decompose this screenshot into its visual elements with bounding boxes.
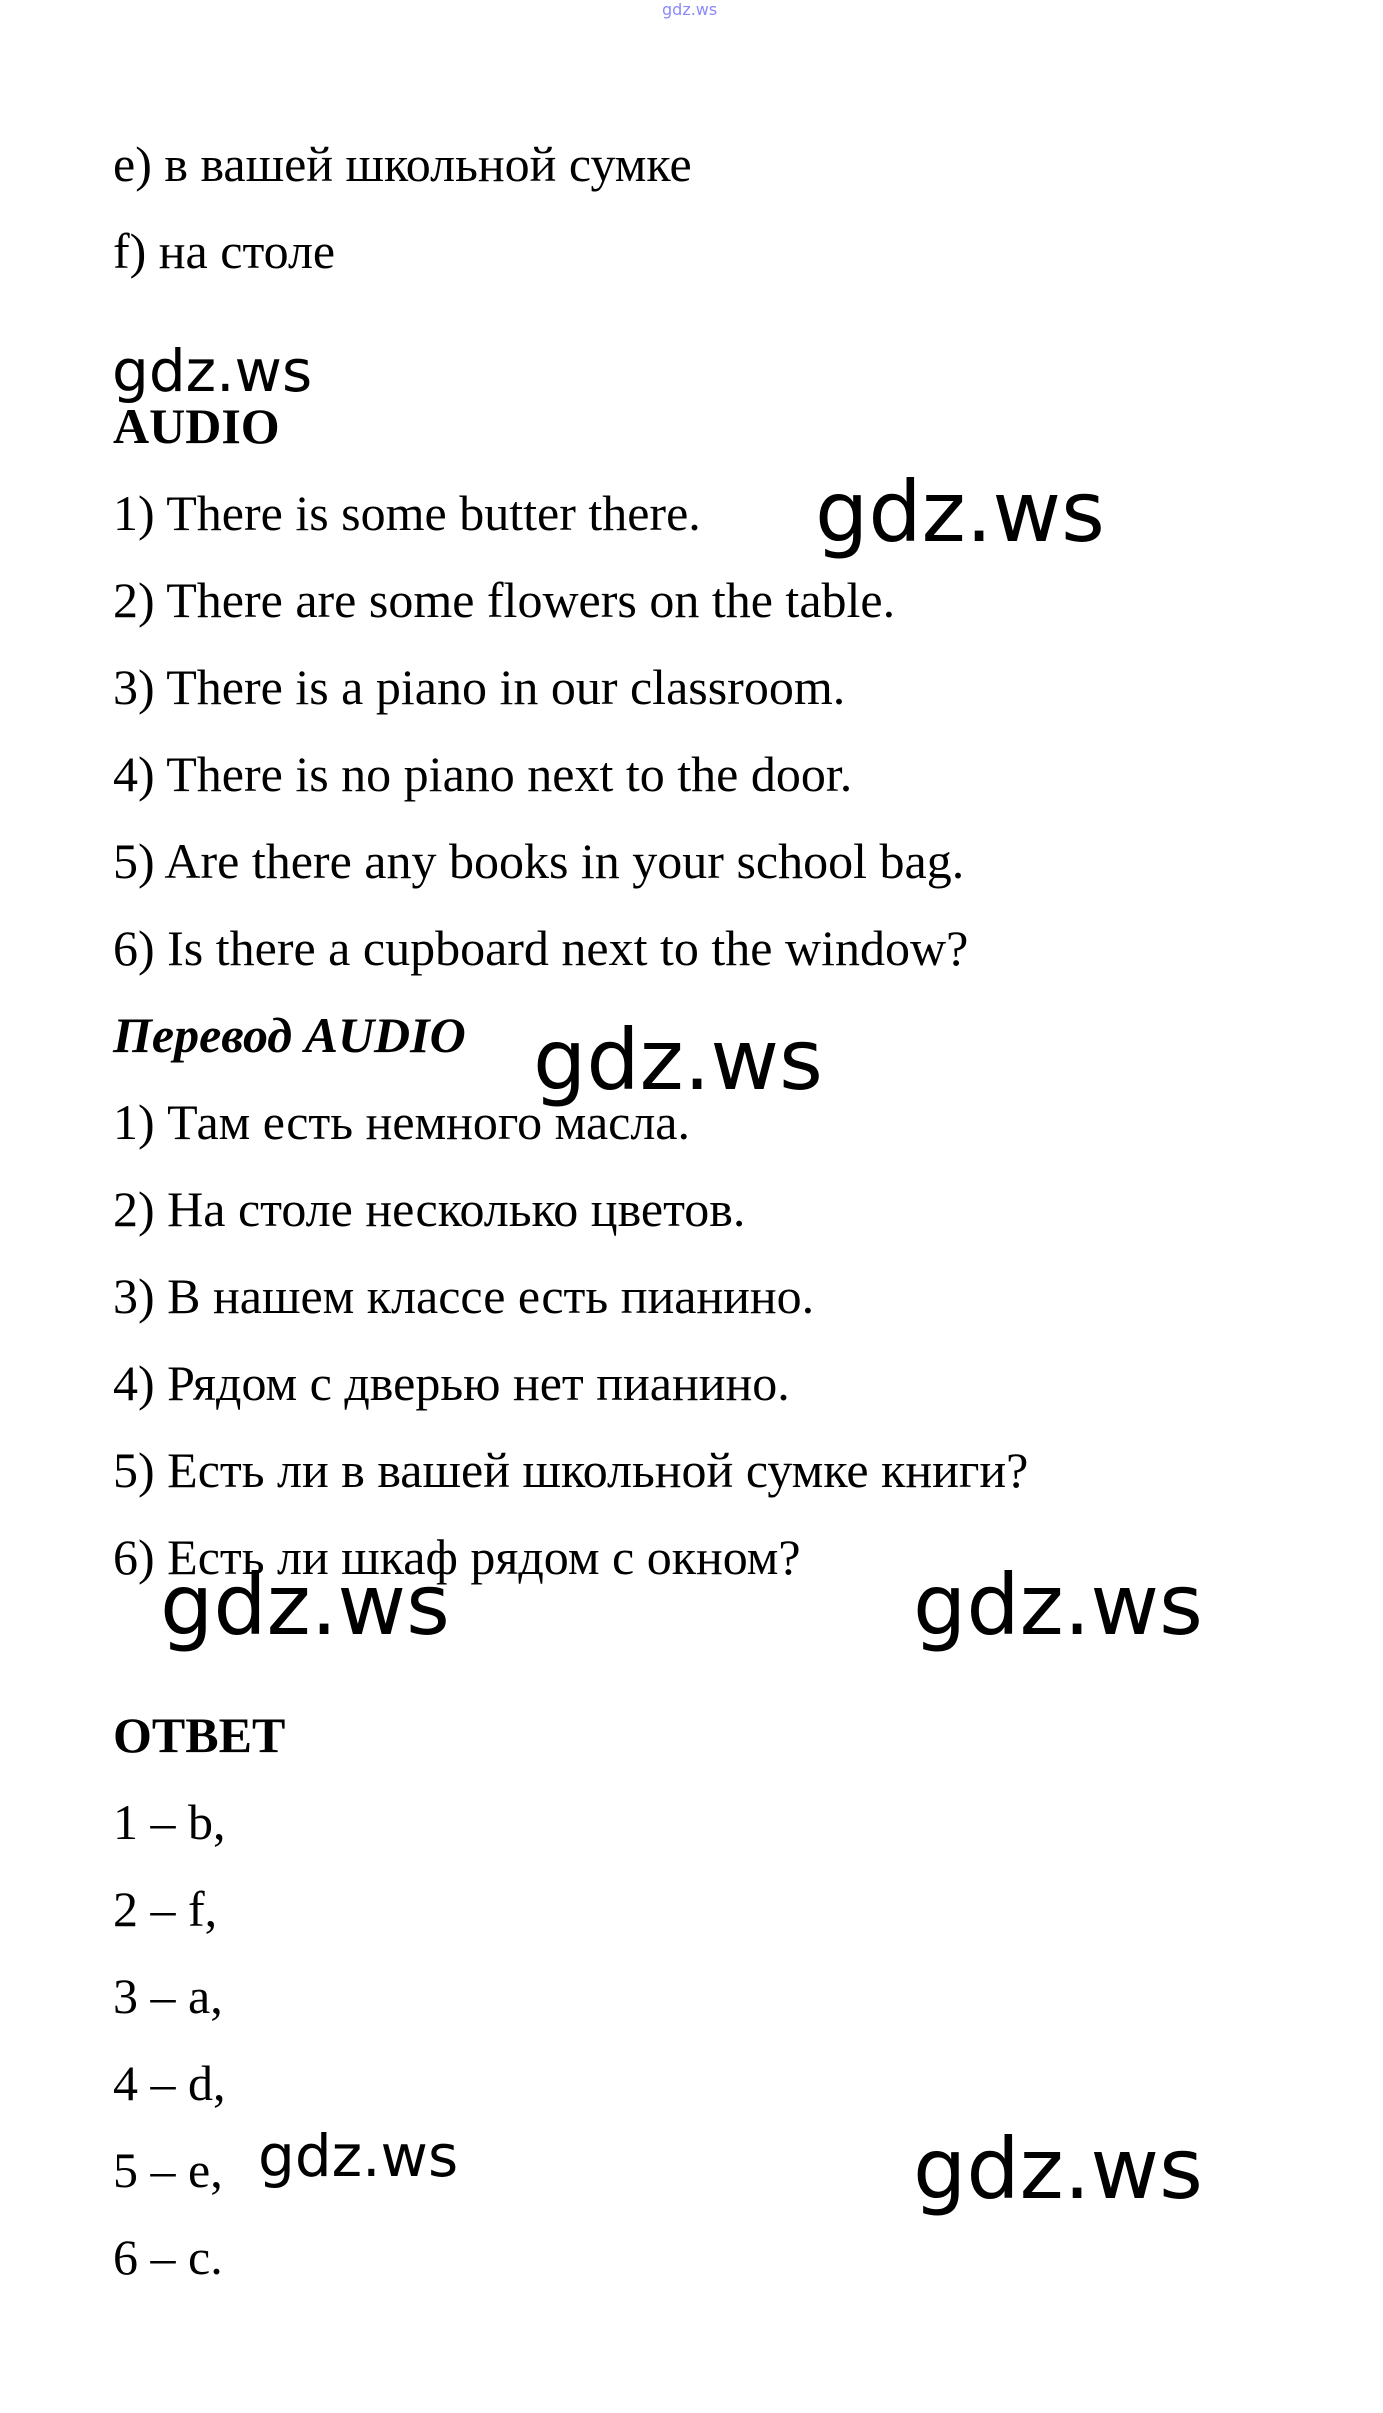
watermark: gdz.ws bbox=[112, 337, 313, 405]
translation-line-2: 2) На столе несколько цветов. bbox=[113, 1181, 746, 1237]
watermark: gdz.ws bbox=[913, 1556, 1203, 1654]
audio-line-6: 6) Is there a cupboard next to the window? bbox=[113, 920, 969, 976]
translation-line-3: 3) В нашем классе есть пианино. bbox=[113, 1268, 815, 1324]
answer-heading: ОТВЕТ bbox=[113, 1707, 286, 1763]
watermark: gdz.ws bbox=[533, 1011, 823, 1109]
answer-line-1: 1 – b, bbox=[113, 1794, 226, 1850]
audio-line-5: 5) Are there any books in your school bag. bbox=[113, 833, 965, 889]
audio-line-3: 3) There is a piano in our classroom. bbox=[113, 659, 846, 715]
audio-line-2: 2) There are some flowers on the table. bbox=[113, 572, 896, 628]
watermark-top: gdz.ws bbox=[662, 0, 718, 19]
answer-line-2: 2 – f, bbox=[113, 1881, 218, 1937]
watermark: gdz.ws bbox=[815, 463, 1105, 561]
answer-line-6: 6 – c. bbox=[113, 2229, 223, 2285]
answer-line-5: 5 – e, bbox=[113, 2142, 223, 2198]
answer-line-4: 4 – d, bbox=[113, 2055, 226, 2111]
translation-heading: Перевод AUDIO bbox=[113, 1007, 466, 1063]
watermark: gdz.ws bbox=[160, 1556, 450, 1654]
option-e: e) в вашей школьной сумке bbox=[113, 136, 692, 192]
translation-line-5: 5) Есть ли в вашей школьной сумке книги? bbox=[113, 1442, 1029, 1498]
watermark: gdz.ws bbox=[913, 2120, 1203, 2218]
translation-line-6: 6) Есть ли шкаф рядом с окном? bbox=[113, 1529, 801, 1585]
answer-line-3: 3 – a, bbox=[113, 1968, 223, 2024]
audio-line-4: 4) There is no piano next to the door. bbox=[113, 746, 853, 802]
watermark: gdz.ws bbox=[258, 2122, 459, 2190]
translation-line-4: 4) Рядом с дверью нет пианино. bbox=[113, 1355, 790, 1411]
option-f: f) на столе bbox=[113, 223, 336, 279]
translation-line-1: 1) Там есть немного масла. bbox=[113, 1094, 691, 1150]
audio-line-1: 1) There is some butter there. bbox=[113, 485, 701, 541]
audio-heading: AUDIO bbox=[113, 398, 280, 454]
